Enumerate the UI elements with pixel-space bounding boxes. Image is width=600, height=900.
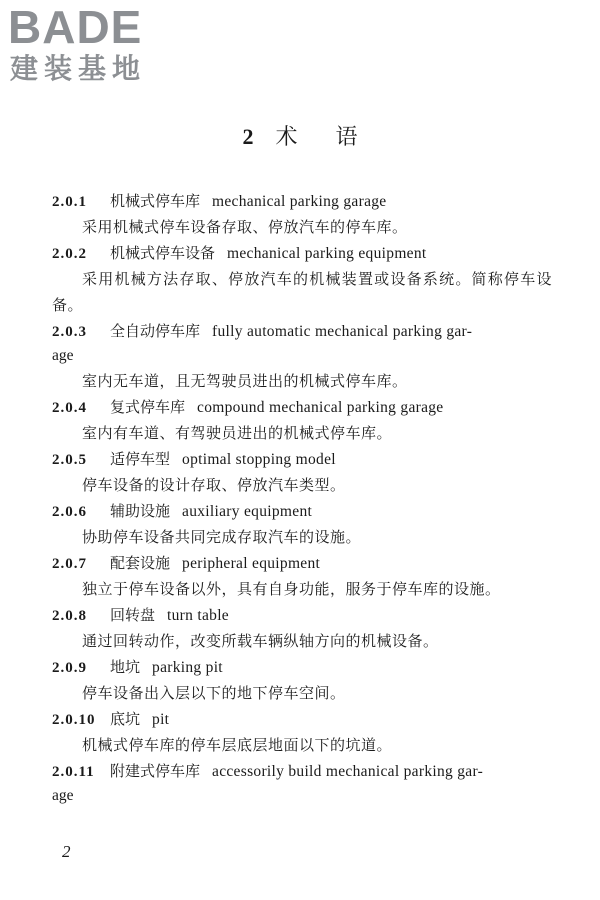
term-definition: 室内有车道、有驾驶员进出的机械式停车库。 bbox=[82, 424, 393, 442]
term-heading bbox=[52, 446, 552, 472]
term-english: fully automatic mechanical parking gar- bbox=[212, 323, 473, 340]
term-chinese: 回转盘 bbox=[110, 606, 156, 624]
term-entry bbox=[52, 394, 552, 446]
term-definition: 独立于停车设备以外，具有自身功能，服务于停车库的设施。 bbox=[82, 580, 501, 598]
term-english: accessorily build mechanical parking gar- bbox=[212, 763, 484, 780]
section-title-word-1: 术 bbox=[275, 125, 298, 150]
term-entry bbox=[52, 706, 552, 758]
term-definition: 通过回转动作，改变所载车辆纵轴方向的机械设备。 bbox=[82, 632, 439, 650]
section-title bbox=[0, 122, 600, 153]
bade-logo bbox=[8, 1, 178, 86]
term-heading bbox=[52, 498, 552, 524]
term-english: pit bbox=[152, 711, 170, 728]
term-definition: 机械式停车库的停车层底层地面以下的坑道。 bbox=[82, 736, 393, 754]
term-chinese: 配套设施 bbox=[110, 554, 171, 572]
term-english-continuation: age bbox=[52, 347, 74, 364]
term-number: 2.0.2 bbox=[52, 246, 87, 262]
term-english-continuation: age bbox=[52, 787, 74, 804]
term-chinese: 机械式停车库 bbox=[110, 192, 201, 210]
term-number: 2.0.8 bbox=[52, 608, 87, 624]
term-english: turn table bbox=[167, 607, 229, 624]
term-number: 2.0.4 bbox=[52, 400, 87, 416]
term-entry bbox=[52, 758, 552, 808]
term-number: 2.0.5 bbox=[52, 452, 87, 468]
term-heading bbox=[52, 758, 552, 784]
term-definition: 停车设备的设计存取、停放汽车类型。 bbox=[82, 476, 346, 494]
term-entry bbox=[52, 188, 552, 240]
term-definition: 采用机械方法存取、停放汽车的机械装置或设备系统。简称停车设备。 bbox=[52, 270, 552, 314]
logo-chinese: 建装基地 bbox=[10, 52, 147, 85]
term-entry bbox=[52, 498, 552, 550]
term-number: 2.0.7 bbox=[52, 556, 87, 572]
term-chinese: 辅助设施 bbox=[110, 502, 171, 520]
section-number: 2 bbox=[242, 124, 254, 149]
term-chinese: 适停车型 bbox=[110, 450, 171, 468]
term-chinese: 地坑 bbox=[110, 658, 141, 676]
term-definition: 协助停车设备共同完成存取汽车的设施。 bbox=[82, 528, 362, 546]
term-english: peripheral equipment bbox=[182, 555, 321, 572]
page-number: 2 bbox=[62, 842, 71, 861]
term-entry bbox=[52, 602, 552, 654]
logo-brand: BADE bbox=[8, 1, 143, 53]
term-number: 2.0.9 bbox=[52, 660, 87, 676]
term-entry bbox=[52, 446, 552, 498]
term-heading bbox=[52, 602, 552, 628]
term-english: optimal stopping model bbox=[182, 451, 336, 468]
term-chinese: 复式停车库 bbox=[110, 398, 186, 416]
term-definition: 停车设备出入层以下的地下停车空间。 bbox=[82, 684, 346, 702]
section-title-word-2: 语 bbox=[335, 125, 358, 150]
term-entry bbox=[52, 654, 552, 706]
term-definition: 室内无车道，且无驾驶员进出的机械式停车库。 bbox=[82, 372, 408, 390]
term-entry bbox=[52, 318, 552, 394]
term-heading bbox=[52, 188, 552, 214]
term-heading bbox=[52, 394, 552, 420]
term-english: mechanical parking garage bbox=[212, 193, 387, 210]
term-english: compound mechanical parking garage bbox=[197, 399, 444, 416]
term-number: 2.0.6 bbox=[52, 504, 87, 520]
term-heading bbox=[52, 654, 552, 680]
term-chinese: 底坑 bbox=[110, 710, 141, 728]
term-chinese: 机械式停车设备 bbox=[110, 244, 216, 262]
term-english: auxiliary equipment bbox=[182, 503, 313, 520]
term-entry bbox=[52, 240, 552, 318]
term-number: 2.0.1 bbox=[52, 194, 87, 210]
term-chinese: 全自动停车库 bbox=[110, 322, 201, 340]
term-chinese: 附建式停车库 bbox=[110, 762, 201, 780]
term-number: 2.0.11 bbox=[52, 764, 95, 780]
term-heading bbox=[52, 240, 552, 266]
term-english: parking pit bbox=[152, 659, 223, 676]
term-number: 2.0.3 bbox=[52, 324, 87, 340]
term-heading bbox=[52, 318, 552, 344]
term-english: mechanical parking equipment bbox=[227, 245, 427, 262]
term-entry bbox=[52, 550, 552, 602]
term-number: 2.0.10 bbox=[52, 712, 96, 728]
terms-list bbox=[52, 188, 552, 808]
term-definition: 采用机械式停车设备存取、停放汽车的停车库。 bbox=[82, 218, 408, 236]
term-heading bbox=[52, 550, 552, 576]
term-heading bbox=[52, 706, 552, 732]
